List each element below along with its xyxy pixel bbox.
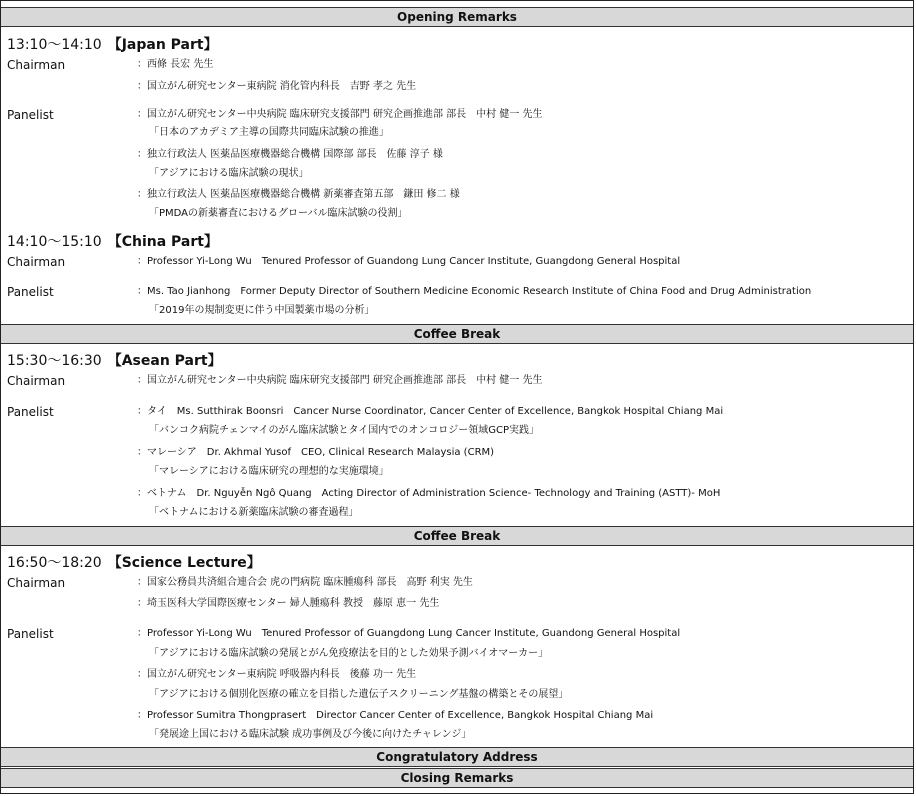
- closing-remarks-band: Closing Remarks: [1, 768, 913, 788]
- china-part-heading: [7, 233, 218, 251]
- asean-chairman-1: ：国立がん研究センター中央病院 臨床研究支援部門 研究企画推進部 部長 中村 健一 先生: [137, 375, 543, 386]
- asean-time: 15:30～16:30: [7, 353, 102, 369]
- science-chairman-1: ：国家公務員共済組合連合会 虎の門病院 臨床腫瘍科 部長 高野 利実 先生: [137, 577, 473, 588]
- asean-panelist-2-title: 「マレーシアにおける臨床研究の理想的な実施環境」: [149, 466, 389, 477]
- china-chairman-label: Chairman: [7, 255, 66, 269]
- science-chairman-label: Chairman: [7, 576, 66, 590]
- japan-panelist-2-title: 「アジアにおける臨床試験の現状」: [149, 168, 309, 179]
- asean-panelist-2: ：マレーシア Dr. Akhmal Yusof CEO, Clinical Research Malaysia (CRM): [137, 447, 495, 458]
- japan-panelist-1-title: 「日本のアカデミア主導の国際共同臨床試験の推進」: [149, 127, 389, 138]
- science-panelist-1: ：Professor Yi-Long Wu Tenured Professor of Guangdong Lung Cancer Institute, Guandong General Hospital: [137, 628, 681, 639]
- opening-remarks-band: Opening Remarks: [1, 7, 913, 27]
- science-panelist-label: Panelist: [7, 627, 54, 641]
- japan-panelist-2: ：独立行政法人 医薬品医療機器総合機構 国際部 部長 佐藤 淳子 様: [137, 149, 443, 160]
- science-chairman-2: ：埼玉医科大学国際医療センター 婦人腫瘍科 教授 藤原 恵一 先生: [137, 598, 440, 609]
- coffee-break-band-2: Coffee Break: [1, 526, 913, 546]
- japan-panelist-3: ：独立行政法人 医薬品医療機器総合機構 新薬審査第五部 鎌田 修二 様: [137, 189, 460, 200]
- science-panelist-2-title: 「アジアにおける個別化医療の確立を目指した遺伝子スクリーニング基盤の構築とその展望」: [149, 689, 569, 700]
- science-panelist-3-title: 「発展途上国における臨床試験 成功事例及び今後に向けたチャレンジ」: [149, 729, 472, 740]
- science-panelist-1-title: 「アジアにおける臨床試験の発展とがん免疫療法を目的とした効果予測バイオマーカー」: [149, 648, 549, 659]
- japan-part-title: 【Japan Part】: [107, 37, 218, 53]
- japan-chairman-1: ：西條 長宏 先生: [137, 59, 214, 70]
- japan-panelist-label: Panelist: [7, 108, 54, 122]
- asean-part-title: 【Asean Part】: [107, 353, 222, 369]
- japan-time: 13:10～14:10: [7, 37, 102, 53]
- china-part-title: 【China Part】: [107, 234, 218, 250]
- china-time: 14:10～15:10: [7, 234, 102, 250]
- japan-panelist-3-title: 「PMDAの新薬審査におけるグローバル臨床試験の役割」: [149, 208, 408, 219]
- asean-panelist-label: Panelist: [7, 405, 54, 419]
- china-panelist-1: ：Ms. Tao Jianhong Former Deputy Director of Southern Medicine Economic Research Institute of China Food and Drug Administration: [137, 286, 812, 297]
- asean-panelist-3: ：ベトナム Dr. Nguyễn Ngô Quang Acting Director of Administration Science- Technology and Training (ASTT)- MoH: [137, 488, 721, 499]
- asean-panelist-1: ：タイ Ms. Sutthirak Boonsri Cancer Nurse Coordinator, Cancer Center of Excellence, Bangkok Hospital Chiang Mai: [137, 406, 724, 417]
- science-time: 16:50～18:20: [7, 555, 102, 571]
- japan-part-heading: [7, 36, 218, 54]
- china-chairman-1: ：Professor Yi-Long Wu Tenured Professor of Guandong Lung Cancer Institute, Guangdong General Hospital: [137, 256, 681, 267]
- asean-panelist-1-title: 「バンコク病院チェンマイのがん臨床試験とタイ国内でのオンコロジー領域GCP実践」: [149, 425, 540, 436]
- science-panelist-2: ：国立がん研究センター東病院 呼吸器内科長 後藤 功一 先生: [137, 669, 417, 680]
- science-part-title: 【Science Lecture】: [107, 555, 261, 571]
- asean-part-heading: [7, 352, 222, 370]
- asean-chairman-label: Chairman: [7, 374, 66, 388]
- china-panelist-label: Panelist: [7, 285, 54, 299]
- science-panelist-3: ：Professor Sumitra Thongprasert Director Cancer Center of Excellence, Bangkok Hospital Chiang Mai: [137, 710, 654, 721]
- japan-chairman-label: Chairman: [7, 58, 66, 72]
- japan-panelist-1: ：国立がん研究センター中央病院 臨床研究支援部門 研究企画推進部 部長 中村 健一 先生: [137, 109, 543, 120]
- coffee-break-band-1: Coffee Break: [1, 324, 913, 344]
- china-panelist-1-title: 「2019年の規制変更に伴う中国製薬市場の分析」: [149, 305, 375, 316]
- asean-panelist-3-title: 「ベトナムにおける新薬臨床試験の審査過程」: [149, 507, 359, 518]
- science-part-heading: [7, 554, 261, 572]
- congratulatory-address-band: Congratulatory Address: [1, 747, 913, 767]
- japan-chairman-2: ：国立がん研究センター東病院 消化管内科長 吉野 孝之 先生: [137, 81, 417, 92]
